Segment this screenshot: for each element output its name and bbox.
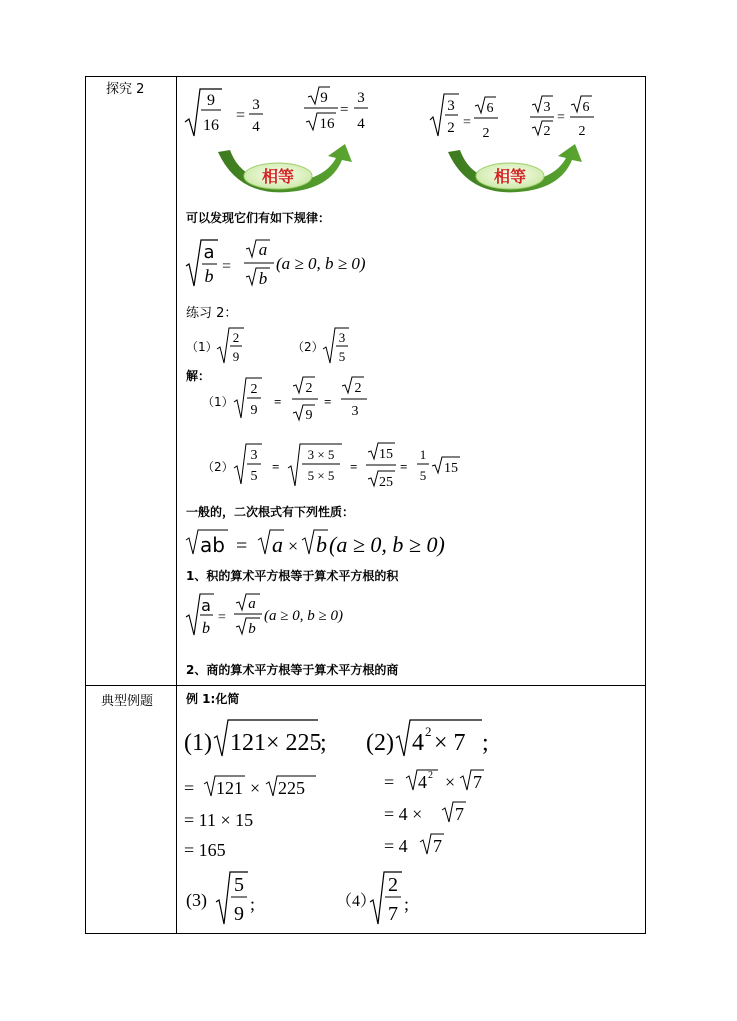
svg-text:=: = bbox=[350, 459, 358, 474]
example-title: 例 1:化简 bbox=[186, 692, 240, 706]
solution-2-r-numerator: 15 bbox=[379, 447, 393, 462]
svg-text:a: a bbox=[258, 240, 268, 259]
svg-text:b: b bbox=[248, 621, 256, 637]
svg-text:=: = bbox=[236, 535, 248, 557]
eq2-rad-denominator: 2 bbox=[447, 120, 455, 136]
q4-label: （4） bbox=[336, 893, 377, 910]
svg-text:5: 5 bbox=[338, 349, 346, 364]
q1-radicand: 121× 225 bbox=[230, 730, 322, 756]
eq2b-numerator: 3 bbox=[543, 100, 551, 115]
row-label-examples: 典型例题 bbox=[101, 694, 154, 709]
general-intro: 一般的，二次根式有下列性质： bbox=[186, 505, 355, 519]
q3-end: ; bbox=[250, 894, 256, 914]
s1-line3: = 165 bbox=[184, 840, 226, 860]
svg-text:5: 5 bbox=[250, 469, 258, 484]
product-property bbox=[184, 526, 494, 560]
s2-line1-base: 4 bbox=[418, 772, 427, 792]
equals-sign: = bbox=[340, 102, 349, 118]
s1-line2: = 11 × 15 bbox=[184, 810, 254, 830]
svg-text:2: 2 bbox=[354, 381, 362, 396]
rule-condition: (a ≥ 0, b ≥ 0) bbox=[276, 254, 366, 273]
eq1b-rhs-numerator: 3 bbox=[357, 90, 365, 106]
eq1-rhs-numerator: 3 bbox=[252, 97, 260, 113]
svg-text:3: 3 bbox=[250, 448, 258, 463]
solution-2-mid-denominator: 5 × 5 bbox=[307, 468, 335, 483]
q1-label: (1) bbox=[184, 730, 212, 756]
eq1b-fraction bbox=[304, 87, 338, 132]
product-condition: (a ≥ 0, b ≥ 0) bbox=[329, 532, 445, 557]
svg-text:=: = bbox=[400, 459, 408, 474]
equals-sign: = bbox=[236, 107, 246, 124]
svg-text:=: = bbox=[184, 778, 195, 798]
practice-title: 练习 2： bbox=[186, 306, 238, 321]
eq1-rad-denominator: 16 bbox=[203, 117, 219, 134]
s2-line3-b: 7 bbox=[433, 836, 442, 856]
rule-formula bbox=[184, 236, 424, 292]
q2-end: ; bbox=[482, 730, 489, 756]
q4-denominator: 7 bbox=[388, 903, 398, 925]
svg-text:a: a bbox=[203, 242, 215, 263]
svg-text:9: 9 bbox=[305, 408, 313, 423]
svg-text:9: 9 bbox=[250, 403, 258, 418]
svg-text:a: a bbox=[248, 596, 256, 612]
example-questions-3-4 bbox=[184, 868, 424, 928]
practice-2-label: （2） bbox=[292, 340, 324, 354]
eq1b-rhs-denominator: 4 bbox=[357, 116, 365, 132]
equals-sign: = bbox=[222, 258, 232, 275]
q1-end: ; bbox=[320, 730, 327, 756]
eq2-rhs-numerator: 6 bbox=[486, 101, 494, 116]
svg-text:b: b bbox=[258, 269, 268, 288]
eq2b-rhs-denominator: 2 bbox=[578, 124, 586, 139]
eq2b-rhs-numerator: 6 bbox=[582, 100, 590, 115]
s2-line3-a: = 4 bbox=[384, 836, 408, 856]
solution-2-mid-numerator: 3 × 5 bbox=[307, 447, 335, 462]
equal-badge: 相等 bbox=[493, 167, 527, 186]
svg-text:2: 2 bbox=[232, 330, 240, 345]
q3-label: (3) bbox=[186, 890, 207, 910]
row-label-explore: 探究 2 bbox=[106, 82, 145, 97]
s2-line1-b: 7 bbox=[473, 772, 482, 792]
svg-text:3: 3 bbox=[338, 330, 346, 345]
s1-line1-a: 121 bbox=[216, 778, 243, 798]
svg-text:a: a bbox=[201, 596, 211, 615]
table-column-divider bbox=[176, 76, 177, 934]
quotient-property bbox=[184, 591, 404, 641]
eq1-rhs-denominator: 4 bbox=[252, 119, 260, 135]
solution-label: 解： bbox=[186, 369, 211, 383]
svg-text:=: = bbox=[384, 772, 395, 792]
svg-text:9: 9 bbox=[232, 349, 240, 364]
s2-line1-exp: 2 bbox=[428, 770, 433, 781]
q2-rest: × 7 bbox=[434, 730, 466, 756]
svg-text:b: b bbox=[316, 532, 327, 557]
svg-text:2: 2 bbox=[250, 382, 258, 397]
q3-denominator: 9 bbox=[234, 903, 244, 925]
example-solutions-1-2 bbox=[184, 768, 514, 864]
svg-text:×: × bbox=[250, 778, 261, 798]
table-row-divider bbox=[85, 685, 646, 686]
s1-line1-b: 225 bbox=[278, 778, 305, 798]
practice-1-label: （1） bbox=[186, 340, 218, 354]
solution-2-label: （2） bbox=[202, 460, 234, 474]
svg-text:b: b bbox=[202, 620, 210, 637]
eq2b-denominator: 2 bbox=[543, 124, 551, 139]
solution-2-coef-denominator: 5 bbox=[419, 468, 427, 483]
s2-line2-a: = 4 × bbox=[384, 804, 423, 824]
svg-text:3: 3 bbox=[351, 404, 359, 419]
equals-sign: = bbox=[463, 115, 471, 130]
explore-equations bbox=[180, 84, 600, 200]
equal-arrow-left bbox=[218, 144, 352, 192]
rule-intro: 可以发现它们有如下规律： bbox=[186, 211, 331, 225]
q2-exponent: 2 bbox=[425, 724, 432, 739]
practice-problems bbox=[184, 325, 384, 367]
svg-text:=: = bbox=[274, 394, 282, 409]
eq2-rad-numerator: 3 bbox=[447, 98, 455, 114]
example-questions-1-2 bbox=[184, 714, 514, 764]
svg-text:b: b bbox=[204, 266, 214, 286]
eq2-radical bbox=[430, 94, 459, 136]
svg-text:2: 2 bbox=[305, 381, 313, 396]
solution-2 bbox=[200, 440, 470, 494]
eq1-rad-numerator: 9 bbox=[207, 92, 215, 109]
svg-text:×: × bbox=[288, 536, 299, 556]
solution-1 bbox=[200, 372, 400, 424]
solution-2-final-radicand: 15 bbox=[444, 461, 458, 476]
equal-badge: 相等 bbox=[261, 167, 295, 186]
svg-text:=: = bbox=[218, 610, 226, 625]
property-1: 1、积的算术平方根等于算术平方根的积 bbox=[186, 569, 399, 583]
quotient-condition: (a ≥ 0, b ≥ 0) bbox=[264, 608, 343, 624]
q4-numerator: 2 bbox=[388, 874, 398, 896]
q2-label: (2) bbox=[366, 730, 394, 756]
product-lhs: ab bbox=[200, 533, 225, 557]
property-2: 2、商的算术平方根等于算术平方根的商 bbox=[186, 663, 399, 677]
svg-text:=: = bbox=[324, 394, 332, 409]
equal-arrow-right bbox=[448, 144, 582, 192]
solution-2-coef-numerator: 1 bbox=[419, 447, 427, 462]
eq1b-numerator: 9 bbox=[320, 90, 328, 106]
eq2-rhs-denominator: 2 bbox=[482, 126, 490, 141]
svg-text:=: = bbox=[272, 459, 280, 474]
svg-text:×: × bbox=[445, 772, 456, 792]
s2-line2-b: 7 bbox=[455, 804, 464, 824]
equals-sign: = bbox=[557, 110, 565, 125]
q4-end: ; bbox=[404, 894, 410, 914]
eq1-radical bbox=[185, 89, 222, 136]
solution-1-label: （1） bbox=[202, 395, 234, 409]
q2-base: 4 bbox=[412, 730, 424, 756]
solution-2-r-denominator: 25 bbox=[379, 475, 393, 490]
q3-numerator: 5 bbox=[234, 874, 244, 896]
svg-text:a: a bbox=[272, 532, 283, 557]
eq1b-denominator: 16 bbox=[319, 116, 335, 132]
